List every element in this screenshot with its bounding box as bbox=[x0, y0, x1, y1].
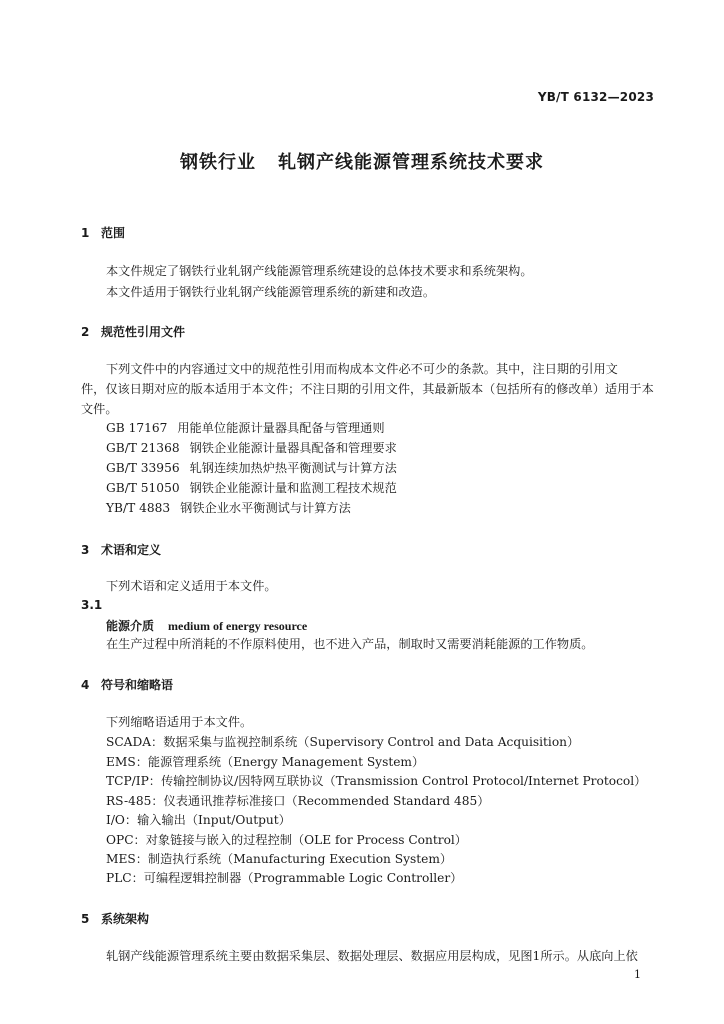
document-id: YB/T 6132—2023 bbox=[537, 90, 654, 104]
section-number: 1 bbox=[81, 226, 90, 240]
reference-title: 用能单位能源计量器具配备与管理通则 bbox=[177, 421, 385, 435]
section-title: 术语和定义 bbox=[101, 543, 162, 557]
term-entry bbox=[106, 617, 307, 634]
abbreviation-item: TCP/IP：传输控制协议/因特网互联协议（Transmission Control Protocol/Internet Protocol） bbox=[106, 774, 647, 788]
abbreviation-item: OPC：对象链接与嵌入的过程控制（OLE for Process Control） bbox=[106, 833, 467, 847]
section-number: 5 bbox=[81, 912, 90, 926]
reference-item bbox=[106, 439, 397, 458]
abbreviation-item: PLC：可编程逻辑控制器（Programmable Logic Controller） bbox=[106, 871, 463, 885]
section-5-heading bbox=[81, 910, 149, 927]
reference-code: YB/T 4883 bbox=[106, 501, 171, 515]
sec2-intro-line-1: 下列文件中的内容通过文中的规范性引用而构成本文件必不可少的条款。其中，注日期的引用文 bbox=[106, 362, 618, 376]
sec2-intro-line-2: 件，仅该日期对应的版本适用于本文件；不注日期的引用文件，其最新版本（包括所有的修改单）适用于本 bbox=[81, 382, 654, 396]
title-part-1: 钢铁行业 bbox=[180, 152, 256, 173]
section-2-heading bbox=[81, 323, 185, 340]
title-part-2: 轧钢产线能源管理系统技术要求 bbox=[278, 152, 544, 173]
reference-title: 轧钢连续加热炉热平衡测试与计算方法 bbox=[189, 461, 397, 475]
section-number: 3 bbox=[81, 543, 90, 557]
sec1-paragraph-1: 本文件规定了钢铁行业轧钢产线能源管理系统建设的总体技术要求和系统架构。 bbox=[106, 264, 533, 278]
section-title: 规范性引用文件 bbox=[101, 325, 186, 339]
page-number: 1 bbox=[634, 968, 641, 981]
abbreviation-item: MES：制造执行系统（Manufacturing Execution System） bbox=[106, 852, 453, 866]
reference-code: GB/T 21368 bbox=[106, 441, 180, 455]
term-chinese: 能源介质 bbox=[106, 619, 155, 633]
sec3-intro: 下列术语和定义适用于本文件。 bbox=[106, 579, 277, 593]
section-title: 范围 bbox=[101, 226, 126, 240]
document-title bbox=[0, 148, 724, 174]
reference-item bbox=[106, 419, 385, 438]
reference-item bbox=[106, 499, 351, 518]
abbreviation-item: EMS：能源管理系统（Energy Management System） bbox=[106, 755, 425, 769]
section-number: 2 bbox=[81, 325, 90, 339]
sec5-paragraph-1: 轧钢产线能源管理系统主要由数据采集层、数据处理层、数据应用层构成，见图1所示。从底向上依 bbox=[106, 949, 638, 963]
sec1-paragraph-2: 本文件适用于钢铁行业轧钢产线能源管理系统的新建和改造。 bbox=[106, 285, 436, 299]
section-1-heading bbox=[81, 224, 125, 241]
section-title: 符号和缩略语 bbox=[101, 678, 174, 692]
abbreviation-item: SCADA：数据采集与监视控制系统（Supervisory Control and Data Acquisition） bbox=[106, 735, 580, 749]
reference-title: 钢铁企业水平衡测试与计算方法 bbox=[180, 501, 351, 515]
sec4-intro: 下列缩略语适用于本文件。 bbox=[106, 715, 253, 729]
reference-item bbox=[106, 459, 397, 478]
reference-code: GB 17167 bbox=[106, 421, 168, 435]
term-english: medium of energy resource bbox=[168, 619, 308, 633]
reference-code: GB/T 51050 bbox=[106, 481, 180, 495]
section-4-heading bbox=[81, 676, 173, 693]
reference-title: 钢铁企业能源计量和监测工程技术规范 bbox=[189, 481, 397, 495]
reference-code: GB/T 33956 bbox=[106, 461, 180, 475]
reference-item bbox=[106, 479, 397, 498]
term-definition: 在生产过程中所消耗的不作原料使用，也不进入产品，制取时又需要消耗能源的工作物质。 bbox=[106, 637, 594, 651]
section-3-heading bbox=[81, 541, 161, 558]
sec2-intro-line-3: 文件。 bbox=[81, 402, 118, 416]
abbreviation-item: RS-485：仪表通讯推荐标准接口（Recommended Standard 485） bbox=[106, 794, 490, 808]
abbreviation-item: I/O：输入输出（Input/Output） bbox=[106, 813, 291, 827]
section-number: 4 bbox=[81, 678, 90, 692]
term-number: 3.1 bbox=[81, 598, 103, 612]
reference-title: 钢铁企业能源计量器具配备和管理要求 bbox=[189, 441, 397, 455]
section-title: 系统架构 bbox=[101, 912, 150, 926]
